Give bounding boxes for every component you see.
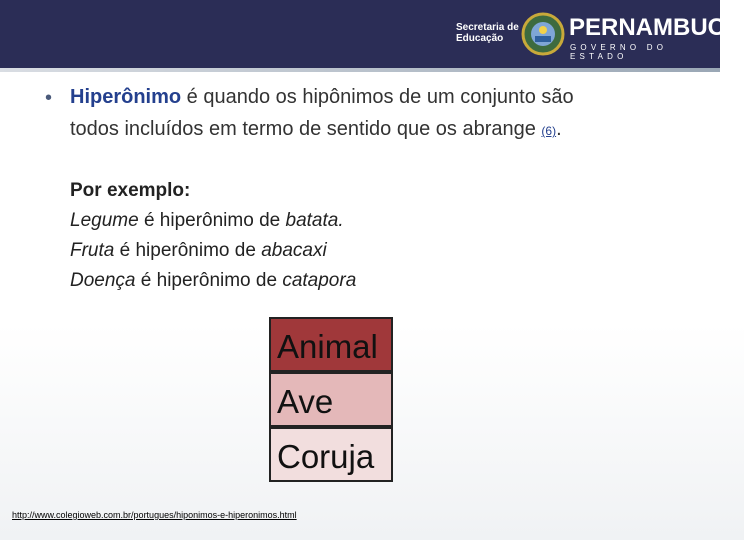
example-hyponym: abacaxi [261, 240, 327, 261]
example-hyponym: batata. [285, 210, 344, 231]
hierarchy-level-animal: Animal [269, 317, 393, 372]
definition-line1 [70, 86, 574, 109]
bullet-icon: • [45, 87, 53, 109]
source-link[interactable]: http://www.colegioweb.com.br/portugues/hiponimos-e-hiperonimos.html [12, 510, 297, 520]
example-mid: é hiperônimo de [138, 210, 286, 231]
examples-block [70, 176, 356, 296]
term-hiperonimo: Hiperônimo [70, 86, 182, 108]
definition-text1: é quando os hipônimos de um conjunto são [181, 86, 574, 108]
example-mid: é hiperônimo de [114, 240, 262, 261]
example-term: Legume [70, 210, 139, 231]
hierarchy-level-ave: Ave [269, 372, 393, 427]
secretaria-label [456, 22, 519, 44]
example-hyponym: catapora [282, 270, 357, 291]
example-term: Fruta [70, 240, 115, 261]
definition-end: . [556, 118, 562, 140]
state-name: PERNAMBUCO [569, 14, 744, 41]
definition-line2 [70, 118, 562, 141]
example-title: Por exemplo: [70, 180, 191, 201]
state-crest-icon [521, 12, 565, 56]
example-line [70, 206, 356, 236]
definition-text2: todos incluídos em termo de sentido que os abrange [70, 118, 542, 140]
example-line [70, 236, 356, 266]
secretaria-line1: Secretaria de [456, 22, 519, 33]
example-term: Doença [70, 270, 136, 291]
hierarchy-level-coruja: Coruja [269, 427, 393, 482]
header-stripe [0, 68, 720, 72]
reference-link[interactable]: (6) [541, 124, 557, 138]
example-mid: é hiperônimo de [135, 270, 283, 291]
example-line [70, 266, 356, 296]
state-subtitle: GOVERNO DO ESTADO [570, 43, 668, 61]
secretaria-line2: Educação [456, 33, 504, 44]
